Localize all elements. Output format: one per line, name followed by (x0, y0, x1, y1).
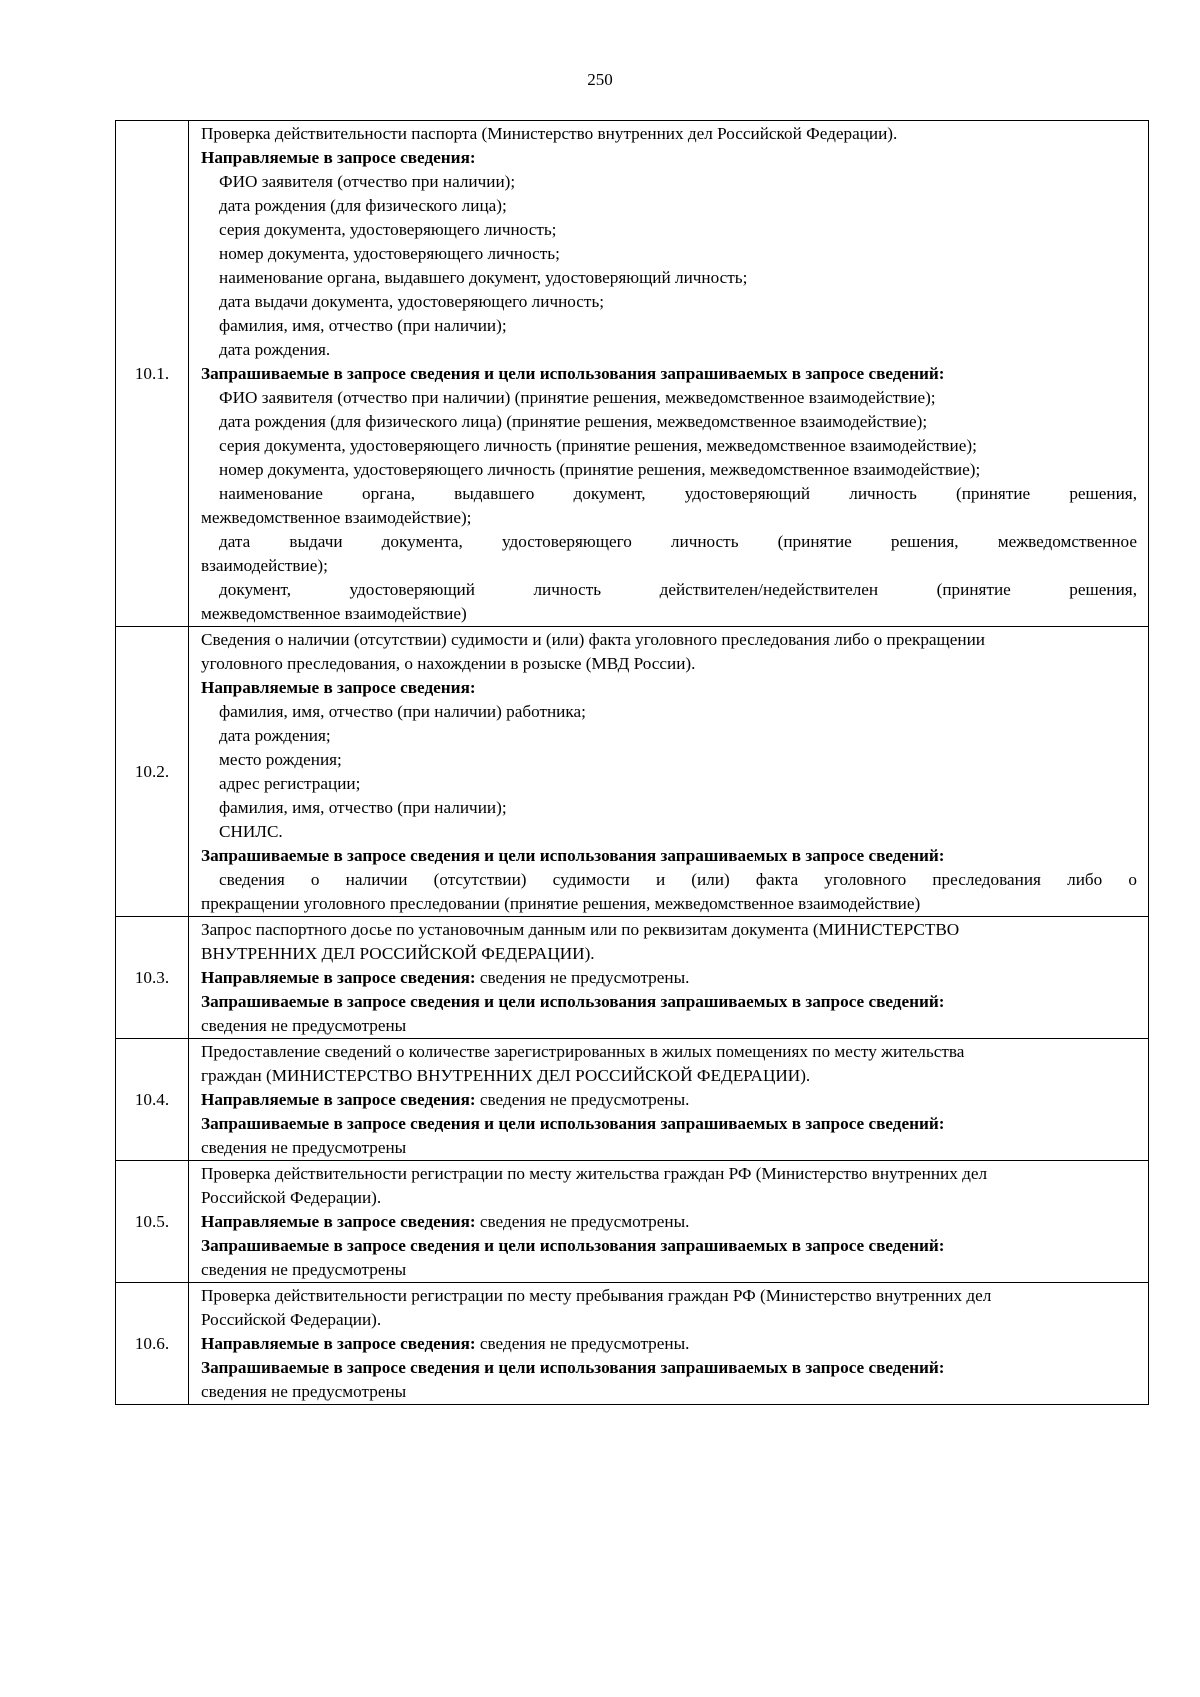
line-text: Предоставление сведений о количестве зарегистрированных в жилых помещениях по месту жительства (201, 1042, 965, 1061)
table-row (116, 1039, 1149, 1161)
text-line (201, 194, 1137, 218)
section-heading: Направляемые в запросе сведения: (201, 1090, 476, 1109)
row-content (189, 1039, 1149, 1161)
section-heading: Направляемые в запросе сведения: (201, 1212, 476, 1231)
table-row (116, 917, 1149, 1039)
text-line (201, 748, 1137, 772)
line-text: серия документа, удостоверяющего личность (принятие решения, межведомственное взаимодействие); (219, 436, 977, 455)
text-line (201, 700, 1137, 724)
bold-heading-line (201, 1210, 1137, 1234)
line-text: фамилия, имя, отчество (при наличии) работника; (219, 702, 586, 721)
line-text: межведомственное взаимодействие); (201, 508, 472, 527)
row-number: 10.6. (116, 1283, 189, 1405)
line-text: Российской Федерации). (201, 1188, 382, 1207)
line-text: документ, удостоверяющий личность действителен/недействителен (принятие решения, (219, 580, 1137, 599)
text-line (201, 1308, 1137, 1332)
line-text: Проверка действительности паспорта (Министерство внутренних дел Российской Федерации). (201, 124, 898, 143)
text-line (201, 1186, 1137, 1210)
text-line (201, 386, 1137, 410)
text-line (201, 170, 1137, 194)
row-content (189, 627, 1149, 917)
text-line (201, 1014, 1137, 1038)
text-line (201, 1380, 1137, 1404)
line-text: взаимодействие); (201, 556, 328, 575)
text-line (201, 820, 1137, 844)
text-line (201, 1258, 1137, 1282)
section-heading: Запрашиваемые в запросе сведения и цели использования запрашиваемых в запросе сведений: (201, 1236, 945, 1255)
row-number: 10.5. (116, 1161, 189, 1283)
row-content (189, 917, 1149, 1039)
section-heading: Запрашиваемые в запросе сведения и цели использования запрашиваемых в запросе сведений: (201, 992, 945, 1011)
text-line (201, 554, 1137, 578)
line-text-rest: сведения не предусмотрены. (475, 1090, 690, 1109)
bold-heading-line (201, 966, 1137, 990)
text-line (201, 1064, 1137, 1088)
text-line (201, 918, 1137, 942)
text-line (201, 410, 1137, 434)
section-heading: Запрашиваемые в запросе сведения и цели использования запрашиваемых в запросе сведений: (201, 846, 945, 865)
line-text: фамилия, имя, отчество (при наличии); (219, 798, 507, 817)
bold-heading-line (201, 990, 1137, 1014)
text-line (201, 458, 1137, 482)
text-line (201, 1162, 1137, 1186)
bold-heading-line (201, 1332, 1137, 1356)
text-line (201, 434, 1137, 458)
line-text: прекращении уголовного преследовании (принятие решения, межведомственное взаимодействие) (201, 894, 921, 913)
text-line (201, 724, 1137, 748)
line-text: адрес регистрации; (219, 774, 361, 793)
line-text: дата рождения (для физического лица); (219, 196, 507, 215)
line-text: сведения о наличии (отсутствии) судимости и (или) факта уголовного преследования либо о (219, 870, 1137, 889)
line-text: дата выдачи документа, удостоверяющего личность; (219, 292, 605, 311)
row-number: 10.4. (116, 1039, 189, 1161)
requests-table (115, 120, 1149, 1405)
bold-heading-line (201, 146, 1137, 170)
section-heading: Запрашиваемые в запросе сведения и цели использования запрашиваемых в запросе сведений: (201, 1358, 945, 1377)
line-text: сведения не предусмотрены (201, 1138, 407, 1157)
section-heading: Запрашиваемые в запросе сведения и цели использования запрашиваемых в запросе сведений: (201, 1114, 945, 1133)
text-line (201, 1136, 1137, 1160)
text-line (201, 578, 1137, 602)
bold-heading-line (201, 676, 1137, 700)
line-text: серия документа, удостоверяющего личность; (219, 220, 557, 239)
line-text: место рождения; (219, 750, 342, 769)
text-line (201, 892, 1137, 916)
text-line (201, 218, 1137, 242)
text-line (201, 242, 1137, 266)
line-text: дата рождения (для физического лица) (принятие решения, межведомственное взаимодействие); (219, 412, 928, 431)
text-line (201, 942, 1137, 966)
text-line (201, 602, 1137, 626)
line-text: Проверка действительности регистрации по месту пребывания граждан РФ (Министерство внутренних дел (201, 1286, 992, 1305)
section-heading: Направляемые в запросе сведения: (201, 968, 476, 987)
text-line (201, 652, 1137, 676)
table-row (116, 121, 1149, 627)
bold-heading-line (201, 1112, 1137, 1136)
row-content (189, 1283, 1149, 1405)
line-text: граждан (МИНИСТЕРСТВО ВНУТРЕННИХ ДЕЛ РОССИЙСКОЙ ФЕДЕРАЦИИ). (201, 1066, 811, 1085)
text-line (201, 266, 1137, 290)
text-line (201, 314, 1137, 338)
table-row (116, 627, 1149, 917)
text-line (201, 868, 1137, 892)
line-text: номер документа, удостоверяющего личность; (219, 244, 560, 263)
line-text: дата рождения; (219, 726, 331, 745)
line-text: дата выдачи документа, удостоверяющего личность (принятие решения, межведомственное (219, 532, 1137, 551)
line-text: фамилия, имя, отчество (при наличии); (219, 316, 507, 335)
section-heading: Направляемые в запросе сведения: (201, 678, 476, 697)
line-text-rest: сведения не предусмотрены. (475, 1334, 690, 1353)
text-line (201, 772, 1137, 796)
text-line (201, 530, 1137, 554)
bold-heading-line (201, 1234, 1137, 1258)
row-content (189, 121, 1149, 627)
row-number: 10.3. (116, 917, 189, 1039)
line-text: сведения не предусмотрены (201, 1260, 407, 1279)
text-line (201, 338, 1137, 362)
line-text: сведения не предусмотрены (201, 1382, 407, 1401)
line-text: ВНУТРЕННИХ ДЕЛ РОССИЙСКОЙ ФЕДЕРАЦИИ). (201, 944, 595, 963)
line-text: наименование органа, выдавшего документ, удостоверяющий личность; (219, 268, 748, 287)
text-line (201, 1284, 1137, 1308)
table-row (116, 1283, 1149, 1405)
text-line (201, 122, 1137, 146)
line-text: наименование органа, выдавшего документ, удостоверяющий личность (принятие решения, (219, 484, 1137, 503)
line-text: СНИЛС. (219, 822, 283, 841)
section-heading: Направляемые в запросе сведения: (201, 148, 476, 167)
row-number: 10.2. (116, 627, 189, 917)
page-number: 250 (587, 70, 613, 89)
line-text: Сведения о наличии (отсутствии) судимости и (или) факта уголовного преследования либо о прекращении (201, 630, 986, 649)
text-line (201, 796, 1137, 820)
line-text: Проверка действительности регистрации по месту жительства граждан РФ (Министерство внутренних дел (201, 1164, 988, 1183)
row-number: 10.1. (116, 121, 189, 627)
bold-heading-line (201, 844, 1137, 868)
text-line (201, 290, 1137, 314)
bold-heading-line (201, 362, 1137, 386)
row-content (189, 1161, 1149, 1283)
text-line (201, 1040, 1137, 1064)
bold-heading-line (201, 1088, 1137, 1112)
table-row (116, 1161, 1149, 1283)
text-line (201, 482, 1137, 506)
line-text-rest: сведения не предусмотрены. (475, 968, 690, 987)
bold-heading-line (201, 1356, 1137, 1380)
text-line (201, 628, 1137, 652)
line-text: Запрос паспортного досье по установочным данным или по реквизитам документа (МИНИСТЕРСТВО (201, 920, 960, 939)
line-text: сведения не предусмотрены (201, 1016, 407, 1035)
line-text-rest: сведения не предусмотрены. (475, 1212, 690, 1231)
line-text: уголовного преследования, о нахождении в розыске (МВД России). (201, 654, 696, 673)
line-text: дата рождения. (219, 340, 331, 359)
text-line (201, 506, 1137, 530)
line-text: ФИО заявителя (отчество при наличии) (принятие решения, межведомственное взаимодействие); (219, 388, 936, 407)
line-text: Российской Федерации). (201, 1310, 382, 1329)
section-heading: Направляемые в запросе сведения: (201, 1334, 476, 1353)
section-heading: Запрашиваемые в запросе сведения и цели использования запрашиваемых в запросе сведений: (201, 364, 945, 383)
line-text: ФИО заявителя (отчество при наличии); (219, 172, 516, 191)
line-text: номер документа, удостоверяющего личность (принятие решения, межведомственное взаимодействие); (219, 460, 981, 479)
line-text: межведомственное взаимодействие) (201, 604, 467, 623)
